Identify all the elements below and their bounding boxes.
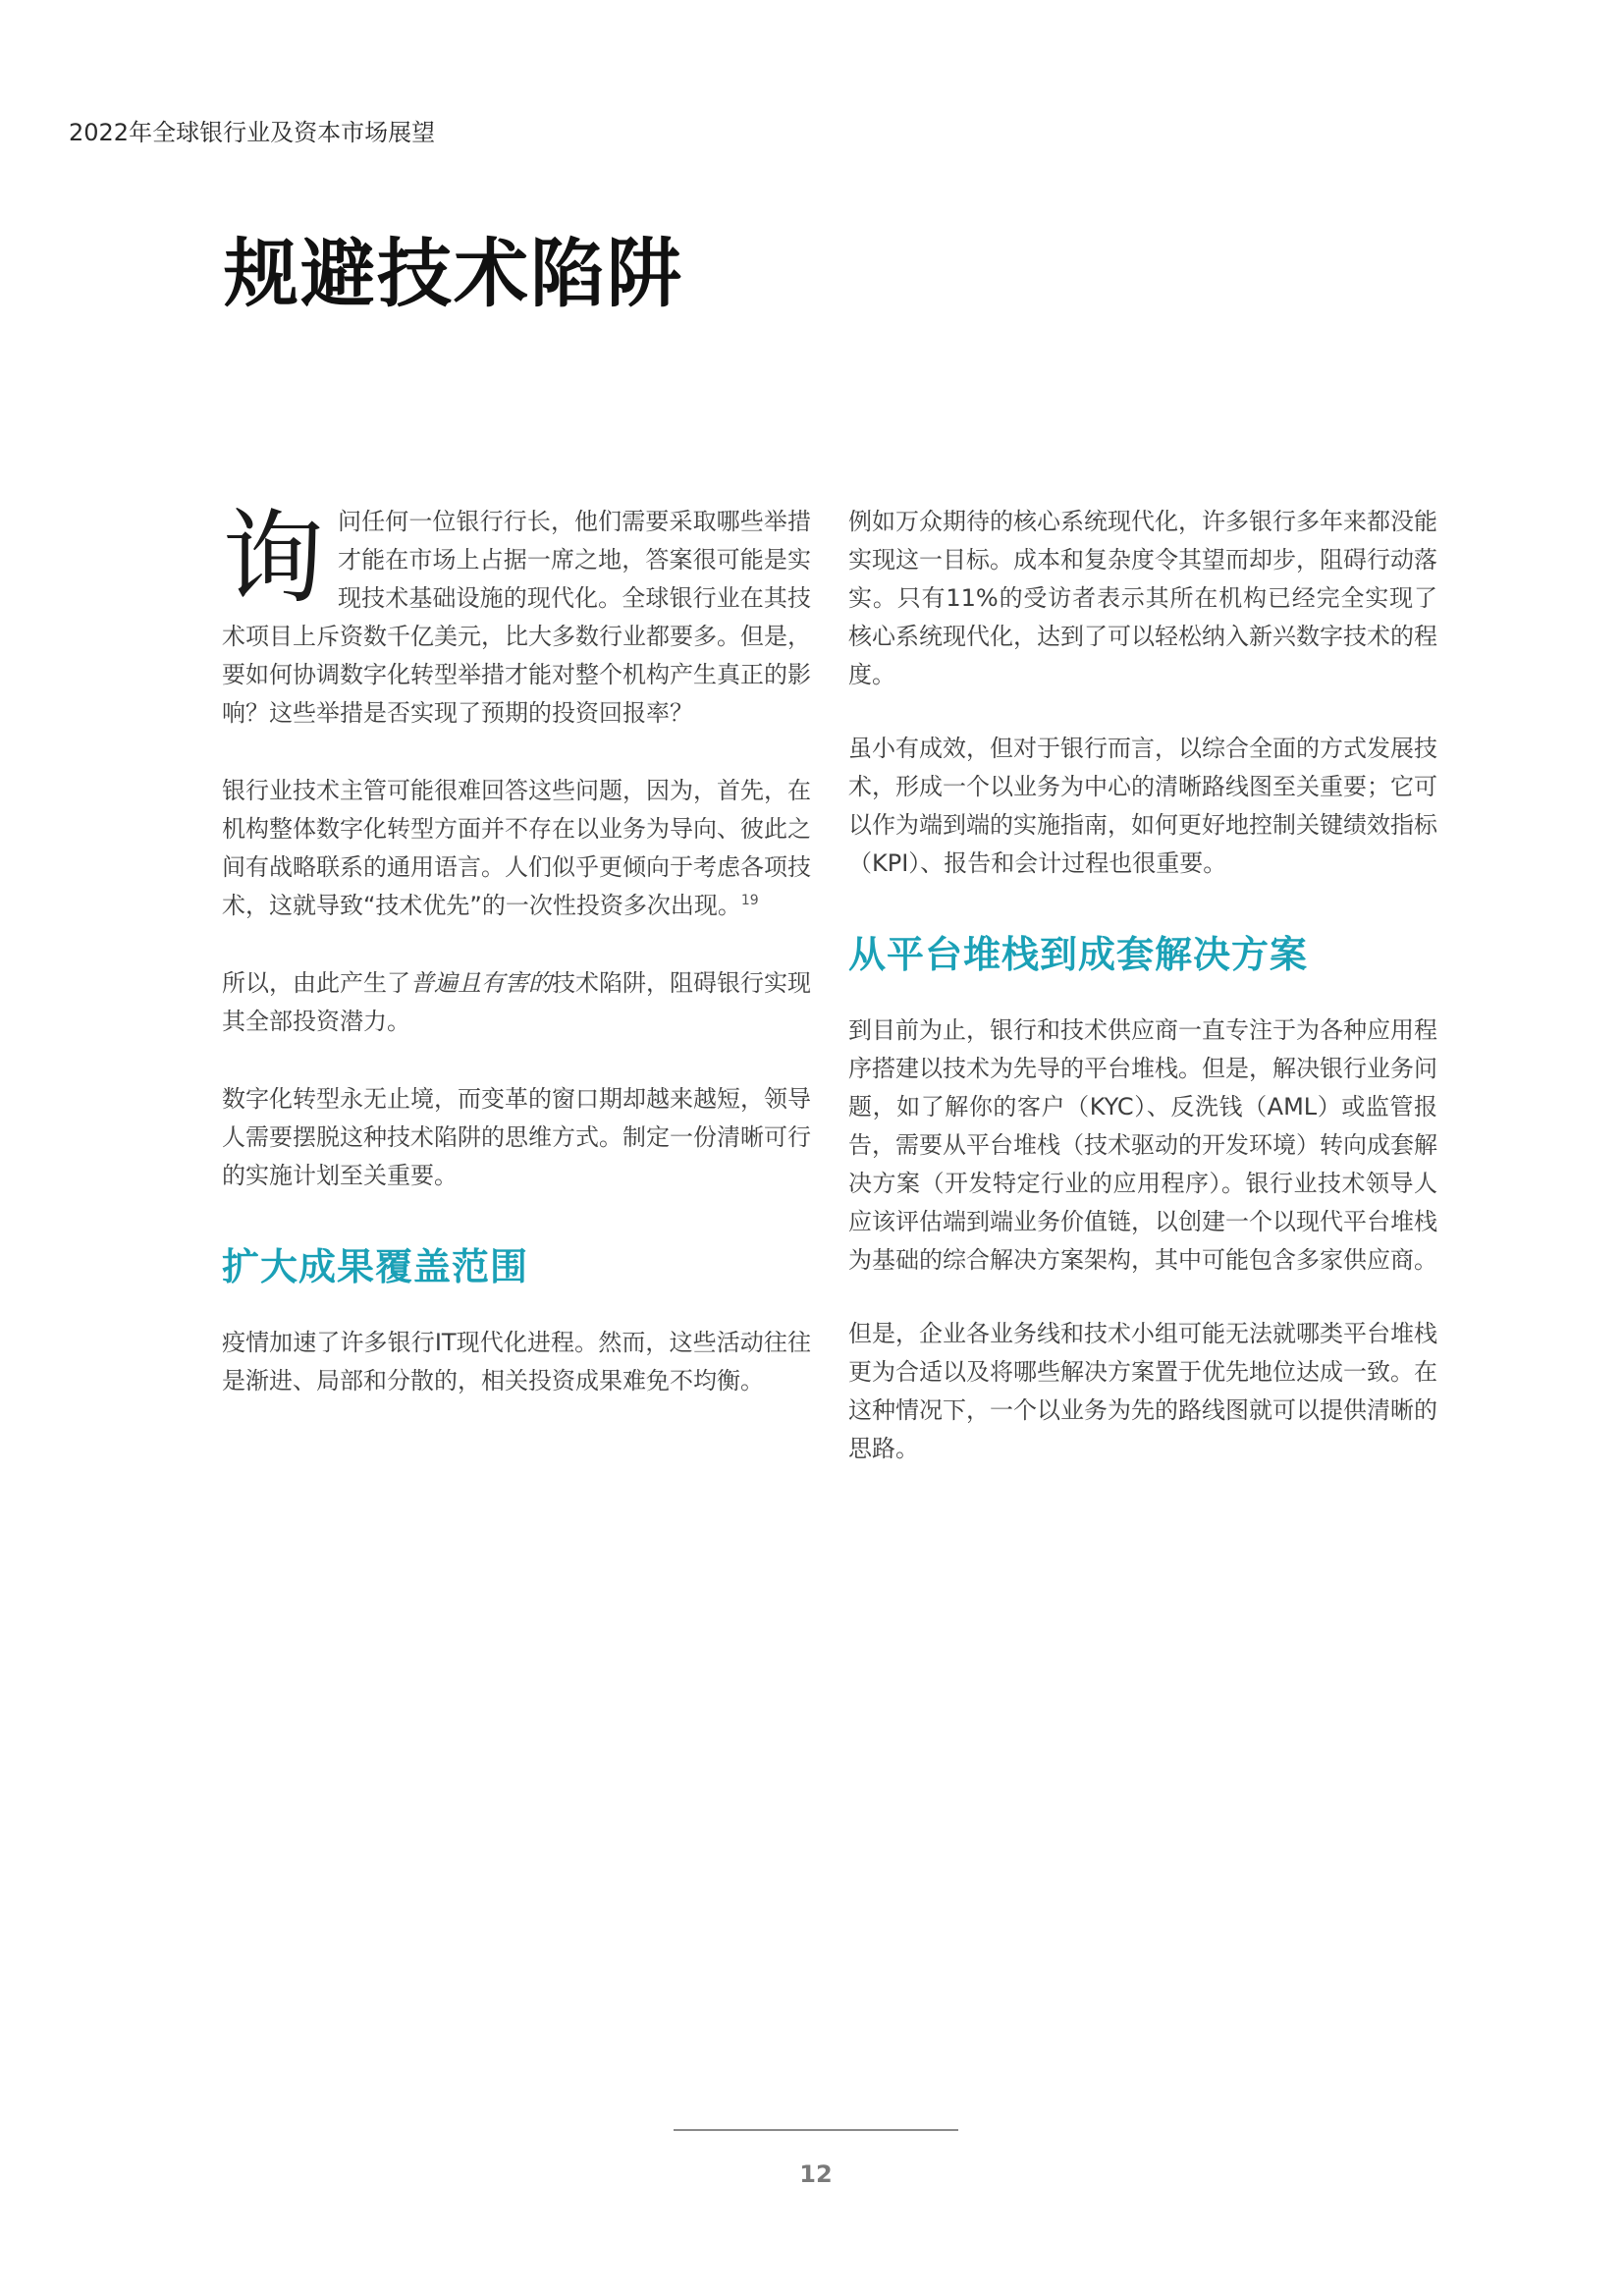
intro-paragraph	[222, 498, 811, 733]
paragraph-tech-leaders-text: 银行业技术主管可能很难回答这些问题，因为，首先，在机构整体数字化转型方面并不存在以业务为导向、彼此之间有战略联系的通用语言。人们似乎更倾向于考虑各项技术，这就导致“技术优先”的一次性投资多次出现。	[222, 777, 811, 919]
paragraph-core-systems: 例如万众期待的核心系统现代化，许多银行多年来都没能实现这一目标。成本和复杂度令其望而却步，阻碍行动落实。只有11%的受访者表示其所在机构已经完全实现了核心系统现代化，达到了可以轻松纳入新兴数字技术的程度。	[848, 508, 1437, 688]
page-title: 规避技术陷阱	[224, 230, 683, 317]
intro-text: 问任何一位银行行长，他们需要采取哪些举措才能在市场上占据一席之地，答案很可能是实现技术基础设施的现代化。全球银行业在其技术项目上斥资数千亿美元，比大多数行业都要多。但是，要如何协调数字化转型举措才能对整个机构产生真正的影响？这些举措是否实现了预期的投资回报率？	[222, 508, 811, 727]
footer-divider	[674, 2129, 958, 2131]
page-number: 12	[799, 2160, 833, 2188]
paragraph-tech-trap-after: 技术陷阱，阻碍银行实现其全部投资潜力。	[222, 969, 811, 1035]
paragraph-business-first: 但是，企业各业务线和技术小组可能无法就哪类平台堆栈更为合适以及将哪些解决方案置于优先地位达成一致。在这种情况下，一个以业务为先的路线图就可以提供清晰的思路。	[848, 1320, 1437, 1462]
section-heading-platform-stack: 从平台堆栈到成套解决方案	[848, 933, 1309, 976]
footnote-ref: 19	[740, 893, 759, 908]
paragraph-platform-stack: 到目前为止，银行和技术供应商一直专注于为各种应用程序搭建以技术为先导的平台堆栈。但是，解决银行业务问题，如了解你的客户（KYC）、反洗钱（AML）或监管报告，需要从平台堆栈（技术驱动的开发环境）转向成套解决方案（开发特定行业的应用程序）。银行业技术领导人应该评估端到端业务价值链，以创建一个以现代平台堆栈为基础的综合解决方案架构，其中可能包含多家供应商。	[848, 1016, 1437, 1274]
running-header: 2022年全球银行业及资本市场展望	[69, 119, 436, 146]
paragraph-roadmap: 虽小有成效，但对于银行而言，以综合全面的方式发展技术，形成一个以业务为中心的清晰路线图至关重要；它可以作为端到端的实施指南，如何更好地控制关键绩效指标（KPI）、报告和会计过程也很重要。	[848, 735, 1437, 877]
right-column	[848, 503, 1437, 1507]
paragraph-tech-leaders	[222, 772, 811, 925]
emphasis-text: 普遍且有害的	[410, 969, 552, 997]
paragraph-tech-trap	[222, 964, 811, 1041]
section-heading-expand-results: 扩大成果覆盖范围	[222, 1245, 529, 1288]
paragraph-pandemic: 疫情加速了许多银行IT现代化进程。然而，这些活动往往是渐进、局部和分散的，相关投资成果难免不均衡。	[222, 1329, 811, 1394]
drop-cap: 询	[222, 498, 325, 618]
left-column	[222, 498, 811, 1440]
paragraph-transformation: 数字化转型永无止境，而变革的窗口期却越来越短，领导人需要摆脱这种技术陷阱的思维方式。制定一份清晰可行的实施计划至关重要。	[222, 1085, 811, 1189]
paragraph-tech-trap-before: 所以，由此产生了	[222, 969, 410, 997]
